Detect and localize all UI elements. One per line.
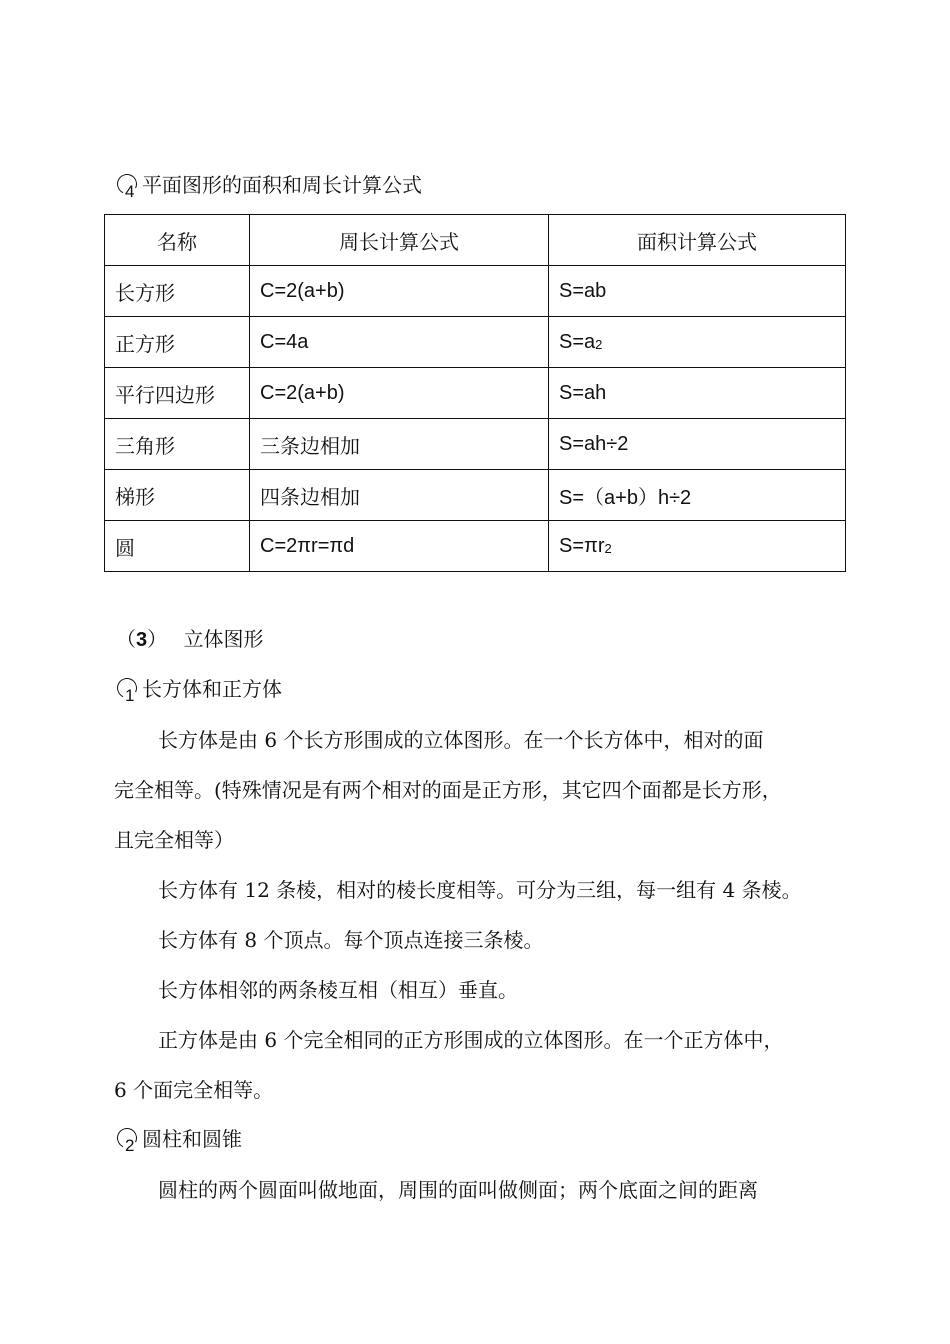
subsection-1-title: 长方体和正方体 xyxy=(142,677,282,701)
paragraph-cuboid-vertices: 长方体有 8 个顶点。每个顶点连接三条棱。 xyxy=(158,928,544,952)
row-name: 三角形 xyxy=(105,419,250,470)
subsection-1-heading xyxy=(116,674,282,704)
section-3-title: 立体图形 xyxy=(183,627,264,651)
subsection-2-heading xyxy=(116,1124,242,1154)
row-name: 长方形 xyxy=(105,266,250,317)
header-perimeter: 周长计算公式 xyxy=(250,215,549,266)
row-area: S=ab xyxy=(549,266,846,317)
header-name: 名称 xyxy=(105,215,250,266)
circled-number-2-icon: 2 xyxy=(116,1124,142,1154)
circled-number-1-icon: 1 xyxy=(116,674,142,704)
table-header-row xyxy=(105,215,846,266)
row-name: 平行四边形 xyxy=(105,368,250,419)
row-perimeter: C=2πr=πd xyxy=(250,521,549,572)
section-3-heading: （3） 立体图形 xyxy=(116,627,264,651)
row-name: 圆 xyxy=(105,521,250,572)
area-exponent: 2 xyxy=(604,540,612,556)
row-perimeter: 三条边相加 xyxy=(250,419,549,470)
circled-number-4-icon: 4 xyxy=(116,170,142,200)
paragraph-cuboid-edges: 长方体有 12 条棱，相对的棱长度相等。可分为三组，每一组有 4 条棱。 xyxy=(158,878,802,902)
formula-table xyxy=(104,214,846,572)
area-exponent: 2 xyxy=(595,336,603,352)
row-perimeter: 四条边相加 xyxy=(250,470,549,521)
row-area: S=（a+b）h÷2 xyxy=(549,470,846,521)
row-area: $S=\pi r^2$ xyxy=(549,521,846,572)
row-perimeter: C=2(a+b) xyxy=(250,368,549,419)
table-row xyxy=(105,470,846,521)
paragraph-cuboid-definition: 长方体是由 6 个长方形围成的立体图形。在一个长方体中，相对的面 完全相等。(特殊情况是有两个相对的面是正方形，其它四个面都是长方形， 且完全相等） xyxy=(114,728,782,852)
section-4-heading xyxy=(116,170,422,200)
row-name: 梯形 xyxy=(105,470,250,521)
row-perimeter: C=2(a+b) xyxy=(250,266,549,317)
row-name: 正方形 xyxy=(105,317,250,368)
table-row xyxy=(105,521,846,572)
table-row xyxy=(105,266,846,317)
paragraph-cylinder: 圆柱的两个圆面叫做地面，周围的面叫做侧面；两个底面之间的距离 xyxy=(158,1178,758,1202)
header-area: 面积计算公式 xyxy=(549,215,846,266)
paragraph-cube-definition: 正方体是由 6 个完全相同的正方形围成的立体图形。在一个正方体中， 6 个面完全相等。 xyxy=(114,1028,784,1102)
paragraph-cuboid-perpendicular: 长方体相邻的两条棱互相（相互）垂直。 xyxy=(158,978,518,1002)
table-row xyxy=(105,317,846,368)
row-perimeter: C=4a xyxy=(250,317,549,368)
row-area: $S=a^2$ xyxy=(549,317,846,368)
section-3-number: 3 xyxy=(136,629,148,651)
section-4-title: 平面图形的面积和周长计算公式 xyxy=(142,173,422,197)
row-area: S=ah xyxy=(549,368,846,419)
table-row xyxy=(105,419,846,470)
table-row xyxy=(105,368,846,419)
subsection-2-title: 圆柱和圆锥 xyxy=(142,1127,242,1151)
row-area: S=ah÷2 xyxy=(549,419,846,470)
